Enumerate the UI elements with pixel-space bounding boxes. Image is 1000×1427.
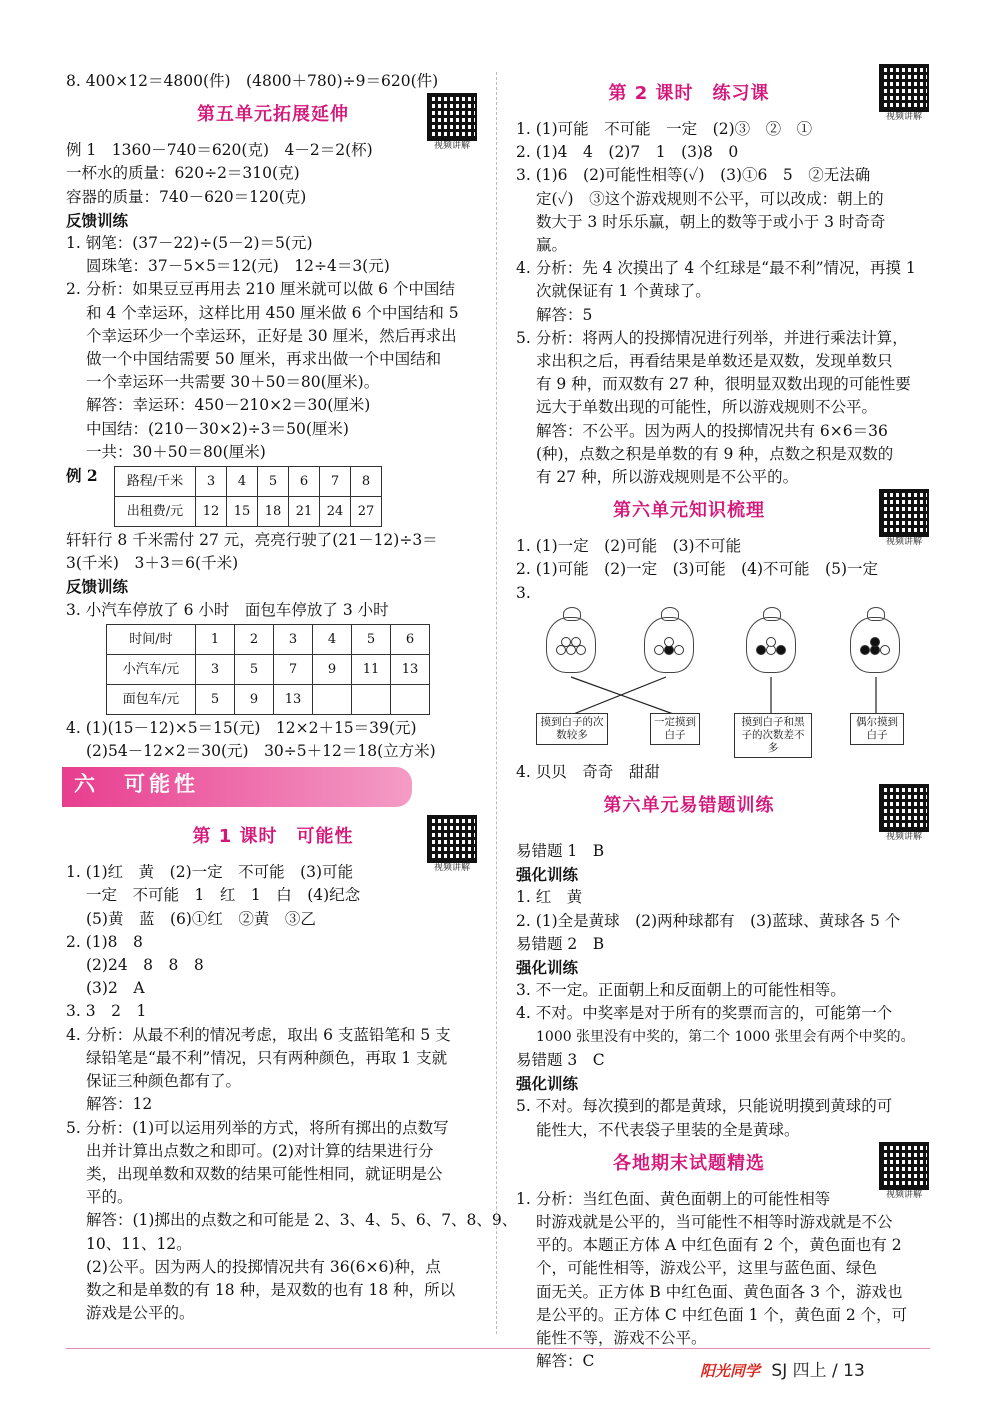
practice-heading: 强化训练: [516, 958, 579, 978]
table-cell: 5: [258, 467, 289, 497]
text-line: 平的。本题正方体 A 中红色面有 2 个，黄色面也有 2: [536, 1236, 902, 1255]
section-unit6-errors: [516, 784, 932, 843]
qr-code-icon: [879, 1142, 929, 1190]
practice-heading: 强化训练: [516, 1074, 579, 1094]
text-line: 3. 不一定。正面朝上和反面朝上的可能性相等。: [516, 981, 846, 1000]
text-line: 1. 红 黄: [516, 888, 583, 907]
answer-5: 5. 分析：将两人的投掷情况进行列举，并进行乘法计算，: [516, 328, 908, 347]
qr-code-icon: [427, 815, 477, 863]
table-cell: 24: [320, 497, 351, 527]
answer-2: 2. (1)4 4 (2)7 1 (3)8 0: [516, 143, 739, 162]
answer-4: 4. 分析：从最不利的情况考虑，取出 6 支蓝铅笔和 5 支: [66, 1025, 451, 1044]
text-line: 能性大，不代表袋子里装的全是黄球。: [536, 1120, 800, 1139]
table-cell: 9: [313, 654, 352, 684]
footer-rule: [66, 1348, 930, 1349]
answer-2: 2. 分析：如果豆豆再用去 210 厘米就可以做 6 个中国结: [66, 280, 455, 299]
answer-3: 3. (1)6 (2)可能性相等(✓) (3)①6 5 ②无法确: [516, 166, 871, 185]
text-line: 远大于单数出现的可能性，所以游戏规则不公平。: [536, 398, 878, 417]
text-line: 5. 不对。每次摸到的都是黄球，只能说明摸到黄球的可: [516, 1097, 893, 1116]
table-row: [115, 497, 382, 527]
text-line: 个幸运环少一个幸运环，正好是 30 厘米，然后再求出: [86, 326, 457, 345]
qr-caption: 视频讲解: [885, 1189, 922, 1200]
table-cell: 时间/时: [107, 624, 196, 654]
qr-code-icon: [879, 489, 929, 537]
feedback-heading: 反馈训练: [66, 577, 129, 597]
table-cell: 21: [289, 497, 320, 527]
page-footer: [700, 1356, 865, 1381]
error-question-3: 易错题 3 C: [516, 1050, 605, 1069]
text-line: 轩轩行 8 千米需付 27 元，亮亮行驶了(21－12)÷3＝: [66, 531, 438, 550]
table-cell: 6: [289, 467, 320, 497]
section-title: 各地期末试题精选: [613, 1152, 765, 1174]
answer-3: 3.: [516, 583, 531, 602]
table-cell: [313, 684, 352, 714]
bag-4: [846, 607, 904, 675]
text-line: 圆珠笔：37－5×5＝12(元) 12÷4＝3(元): [86, 257, 390, 276]
bag-matching-diagram: [516, 605, 916, 777]
qr-code[interactable]: [876, 1142, 932, 1201]
qr-code-icon: [879, 784, 929, 832]
answer-5: 5. 分析：(1)可以运用列举的方式，将所有掷出的点数写: [66, 1118, 449, 1137]
text-line: 次就保证有 1 个黄球了。: [536, 282, 711, 301]
text-line: 一杯水的质量：620÷2＝310(克): [66, 164, 300, 183]
table-cell: 15: [227, 497, 258, 527]
label-box: 摸到白子的次数较多: [536, 713, 608, 745]
text-line: 保证三种颜色都有了。: [86, 1072, 242, 1091]
table-row: [107, 654, 430, 684]
table-cell: 9: [235, 684, 274, 714]
table-row: [115, 467, 382, 497]
table-cell: 27: [351, 497, 382, 527]
answer-1: 1. 钢笔：(37－22)÷(5－2)＝5(元): [66, 234, 313, 253]
example-label: 例 2: [66, 466, 98, 486]
table-cell: 3: [274, 624, 313, 654]
qr-caption: 视频讲解: [433, 141, 470, 152]
unit-6-banner: [62, 767, 412, 807]
table-cell: 2: [235, 624, 274, 654]
answer-4: 4. 贝贝 奇奇 甜甜: [516, 762, 660, 781]
page-number: SJ 四上 / 13: [771, 1361, 865, 1381]
text-line: 出并计算出点数之和即可。(2)对计算的结果进行分: [86, 1141, 434, 1160]
table-row: [107, 684, 430, 714]
text-line: 有 9 种，而双数有 27 种，很明显双数出现的可能性要: [536, 375, 911, 394]
unit-title: 六 可能性: [74, 772, 199, 797]
answer-4: 4. (1)(15－12)×5＝15(元) 12×2＋15＝39(元): [66, 718, 417, 737]
table-cell: [391, 684, 430, 714]
table-cell: 12: [196, 497, 227, 527]
table-cell: 11: [352, 654, 391, 684]
practice-heading: 强化训练: [516, 865, 579, 885]
text-line: 一共：30＋50＝80(厘米): [86, 442, 266, 461]
qr-code[interactable]: [876, 489, 932, 548]
text-line: 定(✓) ③这个游戏规则不公平，可以改成：朝上的: [536, 189, 884, 208]
text-line: 做一个中国结需要 50 厘米，再求出做一个中国结和: [86, 350, 442, 369]
table-cell: 4: [227, 467, 258, 497]
text-line: 解答：12: [86, 1095, 153, 1114]
text-line: 3(千米) 3＋3＝6(千米): [66, 554, 239, 573]
qr-code[interactable]: [424, 93, 480, 152]
table-cell: 7: [274, 654, 313, 684]
table-cell: 小汽车/元: [107, 654, 196, 684]
text-line: 绿铅笔是“最不利”情况，只有两种颜色，再取 1 支就: [86, 1048, 448, 1067]
error-question-1: 易错题 1 B: [516, 842, 605, 861]
bag-2: [640, 607, 698, 675]
table-cell: 5: [235, 654, 274, 684]
table-cell: 18: [258, 497, 289, 527]
text-line: 和 4 个幸运环，这样比用 450 厘米做 6 个中国结和 5: [86, 303, 459, 322]
section-lesson-2: [516, 72, 932, 122]
taxi-fare-table: [114, 466, 382, 527]
text-line: 面无关。正方体 B 中红色面、黄色面各 3 个，游戏也: [536, 1282, 903, 1301]
qr-caption: 视频讲解: [885, 112, 922, 122]
answer-1: 1. (1)一定 (2)可能 (3)不可能: [516, 537, 742, 556]
text-line: (5)黄 蓝 (6)①红 ②黄 ③乙: [86, 909, 316, 928]
parking-fee-table: [106, 624, 430, 715]
feedback-heading: 反馈训练: [66, 210, 129, 230]
table-cell: 8: [351, 467, 382, 497]
section-title: 第六单元知识梳理: [613, 500, 765, 522]
table-cell: 5: [196, 684, 235, 714]
brand-logo: 阳光同学: [700, 1362, 761, 1380]
table-cell: 出租费/元: [115, 497, 196, 527]
table-cell: 4: [313, 624, 352, 654]
text-line: 2. (1)全是黄球 (2)两种球都有 (3)蓝球、黄球各 5 个: [516, 911, 901, 930]
text-line: 类，出现单数和双数的结果可能性相同，就证明是公: [86, 1164, 443, 1183]
table-cell: 3: [196, 654, 235, 684]
answer-3: 3. 小汽车停放了 6 小时 面包车停放了 3 小时: [66, 600, 389, 619]
text-line: (种)，点数之积是单数的有 9 种，点数之积是双数的: [536, 444, 894, 463]
table-cell: 路程/千米: [115, 467, 196, 497]
text-line: 10、11、12。: [86, 1234, 192, 1253]
text-line: 数大于 3 时乐乐赢，朝上的数等于或小于 3 时奇奇: [536, 212, 886, 231]
qr-code-icon: [879, 64, 929, 112]
qr-code[interactable]: [876, 64, 932, 123]
text-line: 4. 不对。中奖率是对于所有的奖票而言的，可能第一个: [516, 1004, 893, 1023]
qr-code[interactable]: [876, 784, 932, 843]
label-box: 一定摸到白子: [650, 713, 700, 745]
text-line: 个，可能性相等，游戏公平，这里与蓝色面、绿色: [536, 1259, 878, 1278]
text-line: 中国结：(210－30×2)÷3＝50(厘米): [86, 419, 349, 438]
table-cell: 7: [320, 467, 351, 497]
example-2: [66, 464, 480, 529]
example-1: 例 1 1360－740＝620(克) 4－2＝2(杯): [66, 141, 373, 160]
text-line: 1000 张里没有中奖的，第二个 1000 张里会有两个中奖的。: [536, 1028, 915, 1045]
table-cell: 3: [196, 467, 227, 497]
left-column: [66, 70, 518, 1325]
table-cell: 6: [391, 624, 430, 654]
table-cell: 5: [352, 624, 391, 654]
text-line: 是公平的。正方体 C 中红色面 1 个，黄色面 2 个，可: [536, 1305, 908, 1324]
text-line: 有 27 种，所以游戏规则是不公平的。: [536, 468, 799, 487]
table-row: [107, 624, 430, 654]
qr-caption: 视频讲解: [433, 863, 470, 874]
section-title: 第五单元拓展延伸: [197, 104, 349, 126]
qr-code-icon: [427, 93, 477, 141]
section-title: 第 1 课时 可能性: [192, 826, 354, 848]
table-cell: 1: [196, 624, 235, 654]
answer-1: 1. (1)可能 不可能 一定 (2)③ ② ①: [516, 120, 813, 138]
right-column: [516, 84, 932, 1373]
answer-4: 4. 分析：先 4 次摸出了 4 个红球是“最不利”情况，再摸 1: [516, 259, 916, 278]
bag-3: [742, 607, 800, 675]
answer-3: 3. 3 2 1: [66, 1002, 147, 1021]
answer-1: 1. 分析：当红色面、黄色面朝上的可能性相等: [516, 1189, 831, 1208]
label-box: 摸到白子和黑子的次数差不多: [734, 713, 812, 758]
section-title: 第六单元易错题训练: [603, 795, 775, 817]
answer-8: 8. 400×12＝4800(件) (4800＋780)÷9＝620(件): [66, 72, 439, 90]
text-line: 容器的质量：740－620＝120(克): [66, 187, 307, 206]
answer-2: 2. (1)可能 (2)一定 (3)可能 (4)不可能 (5)一定: [516, 560, 878, 579]
text-line: 时游戏就是公平的，当可能性不相等时游戏就是不公: [536, 1212, 893, 1231]
table-cell: 13: [391, 654, 430, 684]
text-line: 解答：幸运环：450－210×2＝30(厘米): [86, 396, 371, 415]
text-line: 解答：不公平。因为两人的投掷情况共有 6×6＝36: [536, 421, 888, 440]
text-line: (2)54－12×2＝30(元) 30÷5＋12＝18(立方米): [86, 742, 436, 761]
section-title: 第 2 课时 练习课: [608, 83, 770, 104]
text-line: 解答：C: [536, 1352, 595, 1371]
qr-caption: 视频讲解: [885, 537, 922, 548]
text-line: 游戏是公平的。: [86, 1304, 195, 1323]
text-line: 一个幸运环一共需要 30＋50＝80(厘米)。: [86, 373, 380, 392]
text-line: (2)公平。因为两人的投掷情况共有 36(6×6)种，点: [86, 1257, 441, 1276]
table-cell: [352, 684, 391, 714]
bag-1: [542, 607, 600, 675]
column-divider: [496, 72, 497, 1334]
answer-1: 1. (1)红 黄 (2)一定 不可能 (3)可能: [66, 863, 354, 882]
text-line: 一定 不可能 1 红 1 白 (4)纪念: [86, 886, 361, 905]
text-line: 能性不等，游戏不公平。: [536, 1328, 707, 1347]
error-question-2: 易错题 2 B: [516, 934, 605, 953]
text-line: 数之和是单数的有 18 种，是双数的也有 18 种，所以: [86, 1280, 456, 1299]
text-line: 解答：5: [536, 305, 593, 324]
table-cell: 13: [274, 684, 313, 714]
text-line: 赢。: [536, 236, 568, 255]
text-line: (3)2 A: [86, 979, 145, 998]
qr-caption: 视频讲解: [885, 832, 922, 843]
qr-code[interactable]: [424, 815, 480, 874]
text-line: (2)24 8 8 8: [86, 956, 204, 975]
label-box: 偶尔摸到白子: [850, 713, 904, 745]
text-line: 求出积之后，再看结果是单数还是双数，发现单数只: [536, 352, 893, 371]
text-line: 平的。: [86, 1188, 133, 1207]
table-cell: 面包车/元: [107, 684, 196, 714]
answer-2: 2. (1)8 8: [66, 932, 143, 951]
text-line: 解答：(1)掷出的点数之和可能是 2、3、4、5、6、7、8、9、: [86, 1211, 518, 1230]
